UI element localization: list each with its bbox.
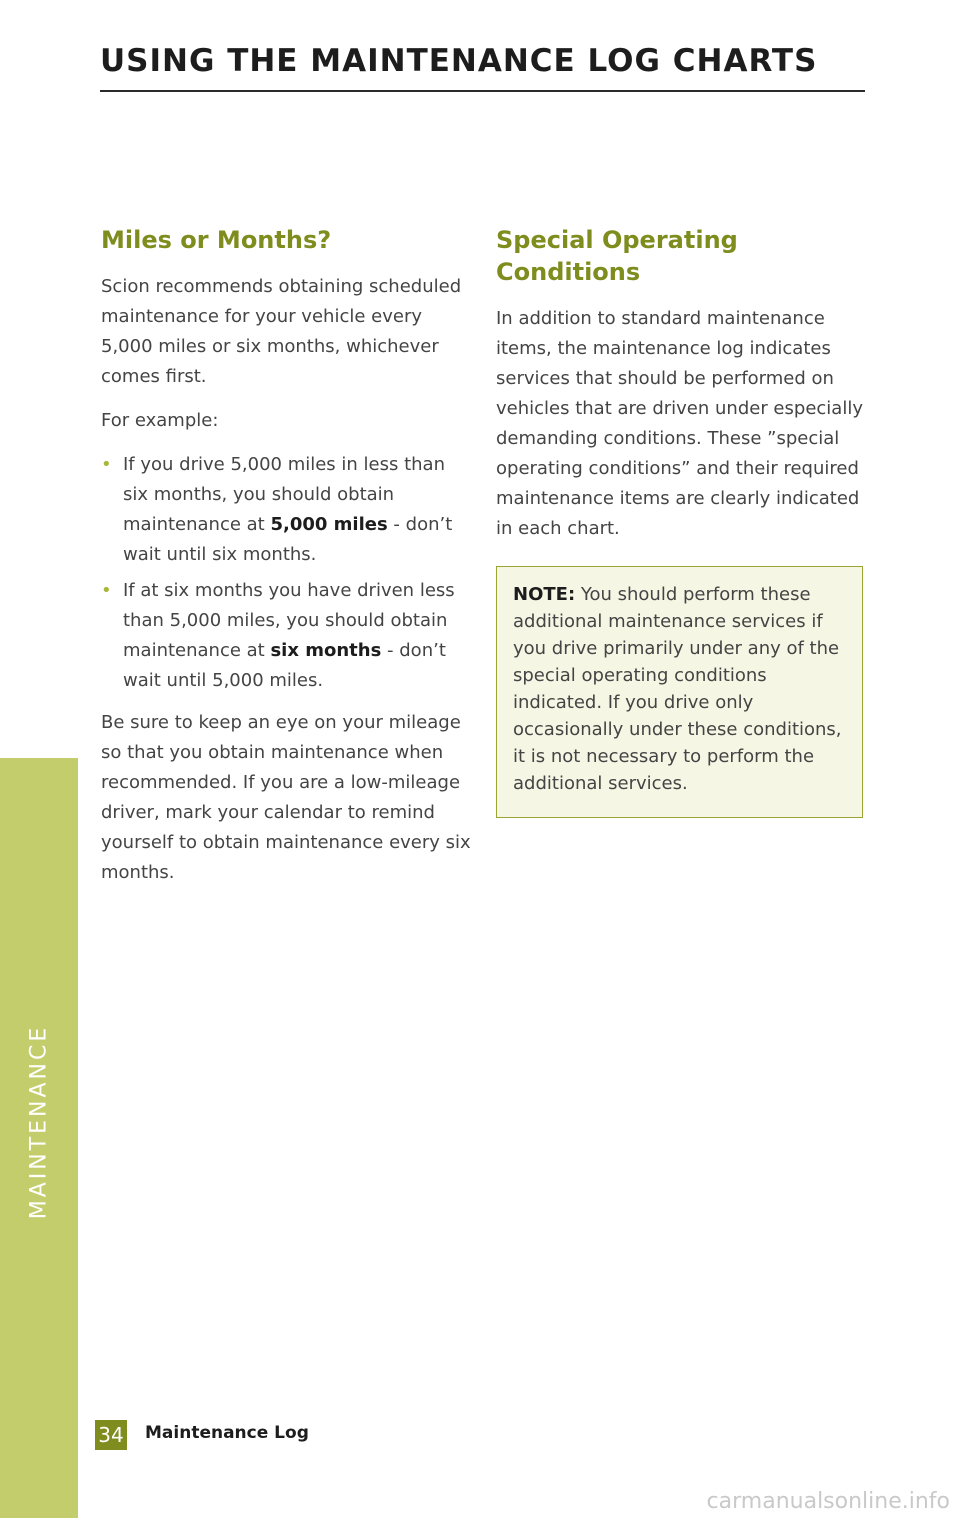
page-number-badge: 34 xyxy=(95,1420,127,1450)
bullet-text-after: - don’t wait until six months. xyxy=(123,514,453,565)
bullet-icon: • xyxy=(101,580,112,601)
bullet-text-after: - don’t wait until 5,000 miles. xyxy=(123,640,446,691)
watermark: carmanualsonline.info xyxy=(706,1489,950,1514)
closing-paragraph: Be sure to keep an eye on your mileage so that you obtain maintenance when recommended. If you are a low-mileage driver, mark your calendar to remind yourself to obtain maintenance every six months. xyxy=(101,712,471,883)
intro-paragraph: Scion recommends obtaining scheduled maintenance for your vehicle every 5,000 miles or six months, whichever comes first. xyxy=(101,276,462,387)
section-heading-special-conditions: Special Operating Conditions xyxy=(496,226,738,286)
example-lead: For example: xyxy=(101,410,219,431)
bullet-emphasis: six months xyxy=(270,640,382,661)
side-tab-label: MAINTENANCE xyxy=(26,1024,52,1220)
example-list xyxy=(101,450,471,696)
special-conditions-paragraph: In addition to standard maintenance items, the maintenance log indicates services that should be performed on vehicles that are driven under especially demanding conditions. These ”special operating conditions” and their required maintenance items are clearly indicated in each chart. xyxy=(496,308,863,539)
bullet-text-before: If at six months you have driven less than 5,000 miles, you should obtain maintenance at xyxy=(123,580,455,661)
bullet-text-before: If you drive 5,000 miles in less than six months, you should obtain maintenance at xyxy=(123,454,445,535)
left-column xyxy=(101,224,471,902)
note-text xyxy=(513,581,846,797)
note-body: You should perform these additional maintenance services if you drive primarily under any of the special operating conditions indicated. If you drive only occasionally under these conditions, it is not necessary to perform the additional services. xyxy=(513,584,842,794)
bullet-icon: • xyxy=(101,454,112,475)
page-title: USING THE MAINTENANCE LOG CHARTS xyxy=(100,43,818,79)
right-column xyxy=(496,224,864,818)
note-box xyxy=(496,566,863,818)
section-heading-miles-or-months: Miles or Months? xyxy=(101,226,332,254)
list-item xyxy=(101,450,471,570)
list-item xyxy=(101,576,471,696)
footer-section-label: Maintenance Log xyxy=(145,1423,309,1443)
bullet-emphasis: 5,000 miles xyxy=(270,514,388,535)
page-header xyxy=(100,40,865,92)
note-label: NOTE: xyxy=(513,584,576,605)
